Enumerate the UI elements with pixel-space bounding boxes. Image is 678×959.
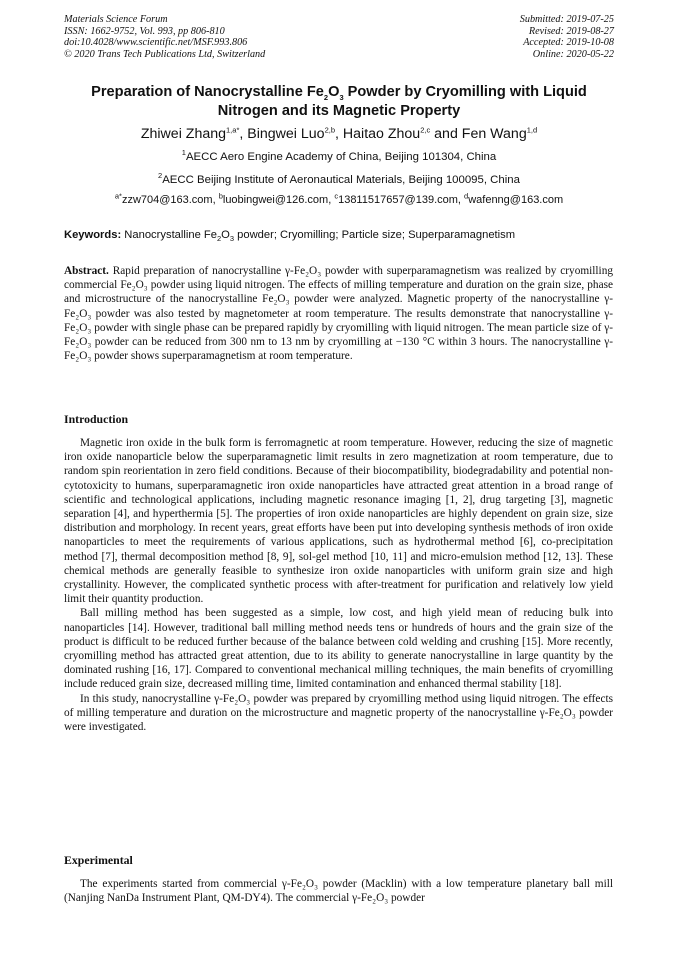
keyword-subscript: 3	[229, 234, 235, 244]
abstract-label: Abstract.	[64, 265, 109, 277]
author-name: Haitao Zhou	[342, 126, 421, 142]
title-line-1	[50, 83, 628, 102]
submitted-date: Submitted: 2019-07-25	[519, 14, 614, 25]
title-text: Preparation of Nanocrystalline Fe	[91, 84, 324, 100]
abstract	[64, 264, 613, 363]
email-marker: c	[334, 191, 339, 201]
paper-title	[50, 83, 628, 121]
email-marker: a*	[114, 191, 122, 201]
title-line-2: Nitrogen and its Magnetic Property	[217, 103, 461, 119]
email-address[interactable]: 13811517657@139.com,	[338, 194, 465, 206]
journal-name: Materials Science Forum	[64, 14, 168, 25]
title-text: O	[328, 84, 340, 100]
author-name: Bingwei Luo	[247, 126, 325, 142]
online-date: Online: 2020-05-22	[532, 48, 614, 60]
affiliation-1	[40, 150, 638, 164]
author-separator: and	[430, 126, 462, 142]
author-separator: ,	[239, 126, 248, 142]
introduction-body	[64, 436, 613, 734]
author-list	[40, 124, 638, 144]
paragraph: In this study, nanocrystalline γ-Fe₂O₃ powder was prepared by cryomilling method using liquid nitrogen. The effects of milling temperature and duration on the microstructure and magnetic property of the nanocrystalline γ-Fe₂O₃ powder were investigated.	[64, 692, 613, 734]
issn: ISSN: 1662-9752, Vol. 993, pp 806-810	[64, 25, 225, 37]
paragraph: Ball milling method has been suggested as a simple, low cost, and high yield mean of reducing bulk into nanoparticles [14]. However, traditional ball milling method needs tens or hundreds of hours and the grain size of the product is difficult to be reduced further because of the balance between cold welding and crushing [15]. More recently, cryomilling method has attracted great attention, due to its ability to generate nanocrystalline in large quantity by the dominated rushing [16, 17]. Compared to conventional mechanical milling techniques, the main benefits of cryomilling include reduced grain size, decreased milling time, limited contamination and enhanced thermal stability [18].	[64, 607, 613, 691]
author-marker: 1,d	[526, 125, 538, 135]
affiliation-marker: 2	[158, 171, 163, 181]
dates-header	[520, 14, 614, 60]
email-marker: d	[464, 191, 469, 201]
abstract-text: Rapid preparation of nanocrystalline γ-Fe₂O₃ powder with superparamagnetism was realized by cryomilling commercial Fe₂O₃ powder using liquid nitrogen. The effects of milling temperature and duration on the grain size, phase and microstructure of the nanocrystalline Fe₂O₃ powder were analyzed. Magnetic property of the nanocrystalline γ-Fe₂O₃ powder was also tested by magnetometer at room temperature. The results demonstrate that nanocrystalline γ-Fe₂O₃ powder with single phase can be prepared rapidly by cryomilling with liquid nitrogen. The mean particle size of γ-Fe₂O₃ powder can be reduced from 300 nm to 13 nm by cryomilling at −130 °C within 3 hours. The nanocrystalline γ-Fe₂O₃ powder shows superparamagnetism at room temperature.	[64, 265, 613, 363]
email-list	[40, 193, 638, 207]
copyright: © 2020 Trans Tech Publications Ltd, Switzerland	[64, 48, 266, 60]
title-subscript: 2	[323, 92, 329, 102]
experimental-body	[64, 877, 613, 905]
email-address[interactable]: wafenng@163.com	[468, 194, 564, 206]
keyword-text: Nanocrystalline Fe	[121, 229, 217, 241]
revised-date: Revised: 2019-08-27	[528, 25, 614, 37]
author-marker: 2,c	[420, 125, 431, 135]
affiliation-text: AECC Aero Engine Academy of China, Beijing 101304, China	[185, 151, 497, 163]
affiliation-marker: 1	[181, 148, 186, 158]
experimental-heading: Experimental	[64, 853, 133, 867]
keywords	[64, 228, 624, 242]
introduction-heading: Introduction	[64, 412, 129, 426]
author-marker: 2,b	[324, 125, 336, 135]
accepted-date: Accepted: 2019-10-08	[523, 37, 614, 49]
affiliation-text: AECC Beijing Institute of Aeronautical Materials, Beijing 100095, China	[162, 174, 520, 186]
paragraph: The experiments started from commercial γ-Fe₂O₃ powder (Macklin) with a low temperature planetary ball mill (Nanjing NanDa Instrument Plant, QM-DY4). The commercial γ-Fe₂O₃ powder	[64, 878, 613, 905]
title-subscript: 3	[339, 92, 344, 102]
author-marker: 1,a*	[226, 125, 240, 135]
title-text: Powder by Cryomilling with Liquid	[343, 84, 587, 100]
journal-header	[64, 14, 265, 60]
affiliation-2	[40, 173, 638, 187]
email-marker: b	[218, 191, 223, 201]
author-name: Fen Wang	[461, 126, 527, 142]
keywords-label: Keywords:	[64, 229, 122, 241]
email-address[interactable]: zzw704@163.com,	[121, 194, 219, 206]
email-address[interactable]: luobingwei@126.com,	[222, 194, 335, 206]
paragraph: Magnetic iron oxide in the bulk form is ferromagnetic at room temperature. However, reducing the size of magnetic iron oxide nanoparticle below the superparamagnetic limit results in zero magnetization at room temperature, due to random spin reorientation in zero field conditions. Because of their biocompatibility, biodegradability and potential non-cytotoxicity to humans, superparamagnetic iron oxide nanoparticles have attracted great attention in a broad range of scientific and technological applications, including magnetic resonance imaging [1, 2], drug targeting [3], magnetic separation [4], and hyperthermia [5]. The properties of iron oxide nanoparticles are highly dependent on grain size, size distribution and morphology. In recent years, great efforts have been put into developing synthesis methods of iron oxide nanoparticles to meet the requirements of various applications, such as hydrothermal method [6], co-precipitation method [7], thermal decomposition method [8, 9], sol-gel method [10, 11] and micro-emulsion method [12, 13]. These chemical methods are generally feasible to synthesize iron oxide nanoparticles with uniform grain size and high crystallinity. However, the complicated synthetic process with after-treatment for purification and relatively low yield limit their quantity production.	[64, 437, 613, 606]
author-separator: ,	[335, 126, 343, 142]
keyword-text: powder; Cryomilling; Particle size; Superparamagnetism	[234, 229, 516, 241]
doi: doi:10.4028/www.scientific.net/MSF.993.806	[64, 37, 248, 49]
author-name: Zhiwei Zhang	[140, 126, 227, 142]
keyword-text: O	[221, 229, 230, 241]
keyword-subscript: 2	[216, 234, 222, 244]
